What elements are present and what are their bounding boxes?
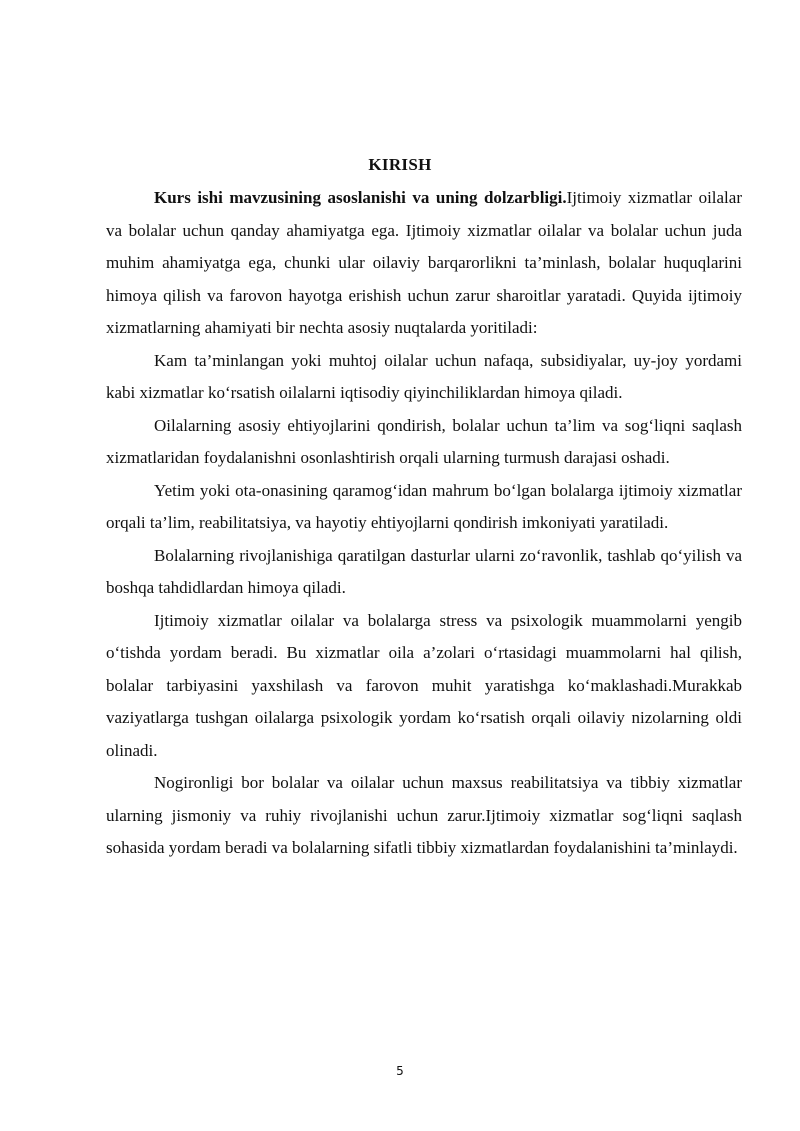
- intro-bold-lead: Kurs ishi mavzusining asoslanishi va uning dolzarbligi.: [154, 188, 567, 207]
- paragraph-orphan-support: Yetim yoki ota-onasining qaramog‘idan mahrum bo‘lgan bolalarga ijtimoiy xizmatlar orqali ta’lim, reabilitatsiya, va hayotiy ehtiyojlarni qondirish imkoniyati yaratiladi.: [106, 480, 742, 532]
- paragraph-economic-support: Kam ta’minlangan yoki muhtoj oilalar uchun nafaqa, subsidiyalar, uy-joy yordami kabi xizmatlar ko‘rsatish oilalarni iqtisodiy qiyinchiliklardan himoya qiladi.: [106, 350, 742, 402]
- intro-paragraph: [106, 182, 742, 345]
- intro-text: Ijtimoiy xizmatlar oilalar va bolalar uchun qanday ahamiyatga ega. Ijtimoiy xizmatlar oilalar va bolalar uchun juda muhim ahamiyatga ega, chunki ular oilaviy barqarorlikni ta’minlash, bolalar huquqlarini himoya qilish va farovon hayotga erishish uchun zarur sharoitlar yaratadi. Quyida ijtimoiy xizmatlarning ahamiyati bir nechta asosiy nuqtalarda yoritiladi:: [106, 188, 742, 337]
- paragraph-child-protection: Bolalarning rivojlanishiga qaratilgan dasturlar ularni zo‘ravonlik, tashlab qo‘yilish va boshqa tahdidlardan himoya qiladi.: [106, 545, 742, 597]
- paragraph-disability-services: Nogironligi bor bolalar va oilalar uchun maxsus reabilitatsiya va tibbiy xizmatlar ularning jismoniy va ruhiy rivojlanishi uchun zarur.Ijtimoiy xizmatlar sog‘liqni saqlash sohasida yordam beradi va bolalarning sifatli tibbiy xizmatlardan foydalanishini ta’minlaydi.: [106, 773, 742, 857]
- page-number: 5: [396, 1064, 404, 1078]
- body-text: [106, 182, 742, 865]
- paragraph-living-standards: Oilalarning asosiy ehtiyojlarini qondirish, bolalar uchun ta’lim va sog‘liqni saqlash xizmatlaridan foydalanishni osonlashtirish orqali ularning turmush darajasi oshadi.: [106, 415, 742, 467]
- paragraph-psychological-help: Ijtimoiy xizmatlar oilalar va bolalarga stress va psixologik muammolarni yengib o‘tishda yordam beradi. Bu xizmatlar oila a’zolari o‘rtasidagi muammolarni hal qilish, bolalar tarbiyasini yaxshilash va farovon muhit yaratishga ko‘maklashadi.Murakkab vaziyatlarga tushgan oilalarga psixologik yordam ko‘rsatish orqali oilaviy nizolarning oldi olinadi.: [106, 610, 742, 760]
- section-heading: KIRISH: [368, 155, 432, 174]
